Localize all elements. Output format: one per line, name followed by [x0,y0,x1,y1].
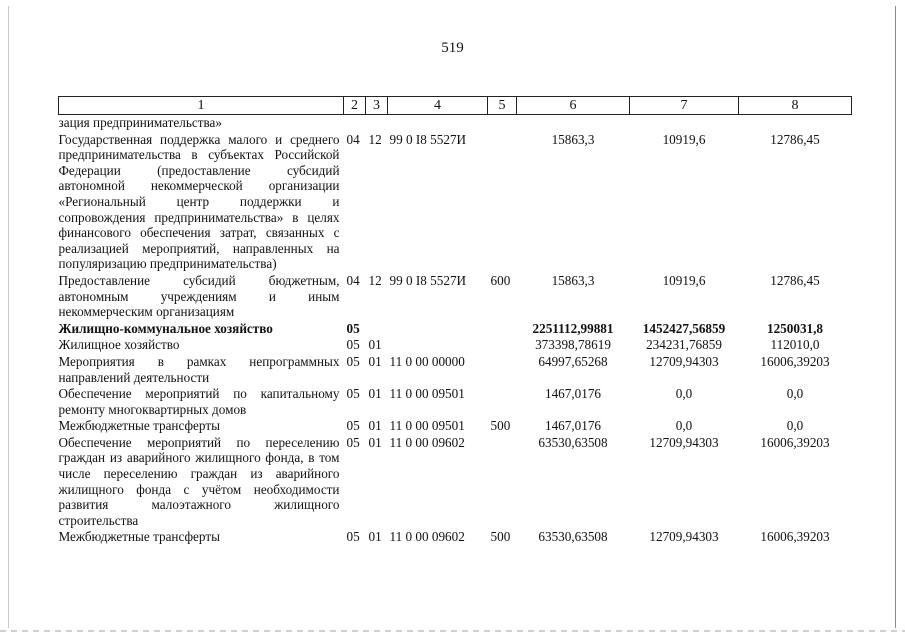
row-expense-type [488,354,517,386]
row-section: 05 [346,337,360,353]
row-target-article: 11 0 00 09602 [389,529,465,545]
row-amount-year2: 1452427,56859 [642,320,726,336]
row-amount-year1: 373398,78619 [535,337,611,353]
header-col-3: 3 [366,97,388,115]
table-body [59,115,852,547]
row-name: Обеспечение мероприятий по переселению граждан из аварийного жилищного фонда, в том числе переселению граждан из аварийного жилищного фонда с учётом необходимости развития малоэтажного жилищного строительства [58,434,340,528]
row-section: 05 [346,320,360,336]
row-subsection: 12 [368,131,382,147]
row-subsection [366,115,388,132]
row-expense-type [488,132,517,273]
page-number: 519 [441,40,464,56]
row-target-article [388,115,488,132]
row-amount-year2: 10919,6 [662,131,706,147]
row-target-article [388,337,488,354]
row-name: Межбюджетные трансферты [58,529,220,545]
row-amount-year3: 12786,45 [770,272,820,288]
row-amount-year3: 16006,39203 [760,529,830,545]
row-amount-year1: 64997,65268 [538,353,608,369]
row-amount-year1: 15863,3 [551,272,595,288]
row-amount-year1 [517,115,630,132]
row-amount-year2: 12709,94303 [649,529,719,545]
header-col-6: 6 [517,97,630,115]
row-expense-type: 500 [490,418,511,434]
row-name: Обеспечение мероприятий по капитальному ремонту многоквартирных домов [58,386,340,417]
row-name: зация предпринимательства» [58,115,222,130]
row-section: 05 [346,434,360,450]
row-name: Предоставление субсидий бюджетным, автономным учреждениям и иным некоммерческим организациям [58,272,340,320]
row-section: 05 [346,418,360,434]
row-expense-type [488,337,517,354]
table-row [59,273,852,321]
row-target-article: 11 0 00 09501 [389,418,465,434]
row-name: Жилищно-коммунальное хозяйство [58,320,273,336]
header-col-8: 8 [739,97,852,115]
row-target-article: 11 0 00 09602 [389,434,465,450]
row-section [344,115,366,132]
table-row [59,337,852,354]
row-amount-year1: 15863,3 [551,131,595,147]
row-amount-year3: 0,0 [786,418,804,434]
row-amount-year2: 12709,94303 [649,434,719,450]
row-section: 04 [346,131,360,147]
row-subsection: 01 [368,434,382,450]
row-expense-type [488,386,517,418]
row-amount-year3: 16006,39203 [760,353,830,369]
row-name: Мероприятия в рамках непрограммных направлений деятельности [58,353,340,385]
header-col-7: 7 [630,97,739,115]
row-amount-year3: 0,0 [786,386,804,402]
table-row [59,386,852,418]
row-subsection: 01 [368,386,382,402]
row-expense-type [488,321,517,338]
row-subsection: 01 [368,529,382,545]
row-amount-year3: 12786,45 [770,131,820,147]
table-row [59,418,852,435]
row-target-article: 11 0 00 09501 [389,386,465,402]
row-section: 04 [346,272,360,288]
row-amount-year2 [630,115,739,132]
row-name: Межбюджетные трансферты [58,418,220,434]
scan-artifact-line [0,630,905,632]
row-name: Государственная поддержка малого и среднего предпринимательства в субъектах Российской Федерации (предоставление субсидий автономной некоммерческой организации «Региональный центр поддержки и сопровождения предпринимательства» в целях финансового обеспечения затрат, связанных с реализацией мероприятий, направленных на популяризацию предпринимательства) [58,131,340,272]
row-amount-year2: 234231,76859 [646,337,722,353]
row-amount-year1: 1467,0176 [544,386,602,402]
row-target-article: 99 0 I8 5527И [389,272,467,288]
row-expense-type [488,435,517,530]
row-subsection: 01 [368,353,382,369]
table-row [59,354,852,386]
row-amount-year1: 63530,63508 [538,434,608,450]
row-target-article [388,321,488,338]
row-expense-type: 600 [490,272,511,288]
header-col-4: 4 [388,97,488,115]
row-amount-year1: 63530,63508 [538,529,608,545]
header-col-1: 1 [59,97,344,115]
header-col-5: 5 [488,97,517,115]
row-target-article: 11 0 00 00000 [389,353,465,369]
row-subsection [366,321,388,338]
budget-table [58,96,852,546]
table-row [59,115,852,132]
row-amount-year2: 0,0 [675,418,693,434]
table-header [59,97,852,115]
row-subsection: 01 [368,337,382,353]
header-row [59,97,852,115]
row-amount-year3 [739,115,852,132]
row-name: Жилищное хозяйство [58,337,180,353]
row-amount-year3: 112010,0 [770,337,820,353]
row-amount-year2: 10919,6 [662,272,706,288]
row-amount-year2: 0,0 [675,386,693,402]
row-subsection: 01 [368,418,382,434]
row-section: 05 [346,386,360,402]
table-row [59,321,852,338]
row-section: 05 [346,529,360,545]
row-amount-year1: 2251112,99881 [532,320,614,336]
row-section: 05 [346,353,360,369]
row-amount-year2: 12709,94303 [649,353,719,369]
table-row [59,435,852,530]
row-amount-year3: 1250031,8 [766,320,824,336]
row-expense-type [488,115,517,132]
row-subsection: 12 [368,272,382,288]
row-amount-year1: 1467,0176 [544,418,602,434]
header-col-2: 2 [344,97,366,115]
table-row [59,529,852,546]
row-target-article: 99 0 I8 5527И [389,131,467,147]
table-row [59,132,852,273]
row-amount-year3: 16006,39203 [760,434,830,450]
row-expense-type: 500 [490,529,511,545]
